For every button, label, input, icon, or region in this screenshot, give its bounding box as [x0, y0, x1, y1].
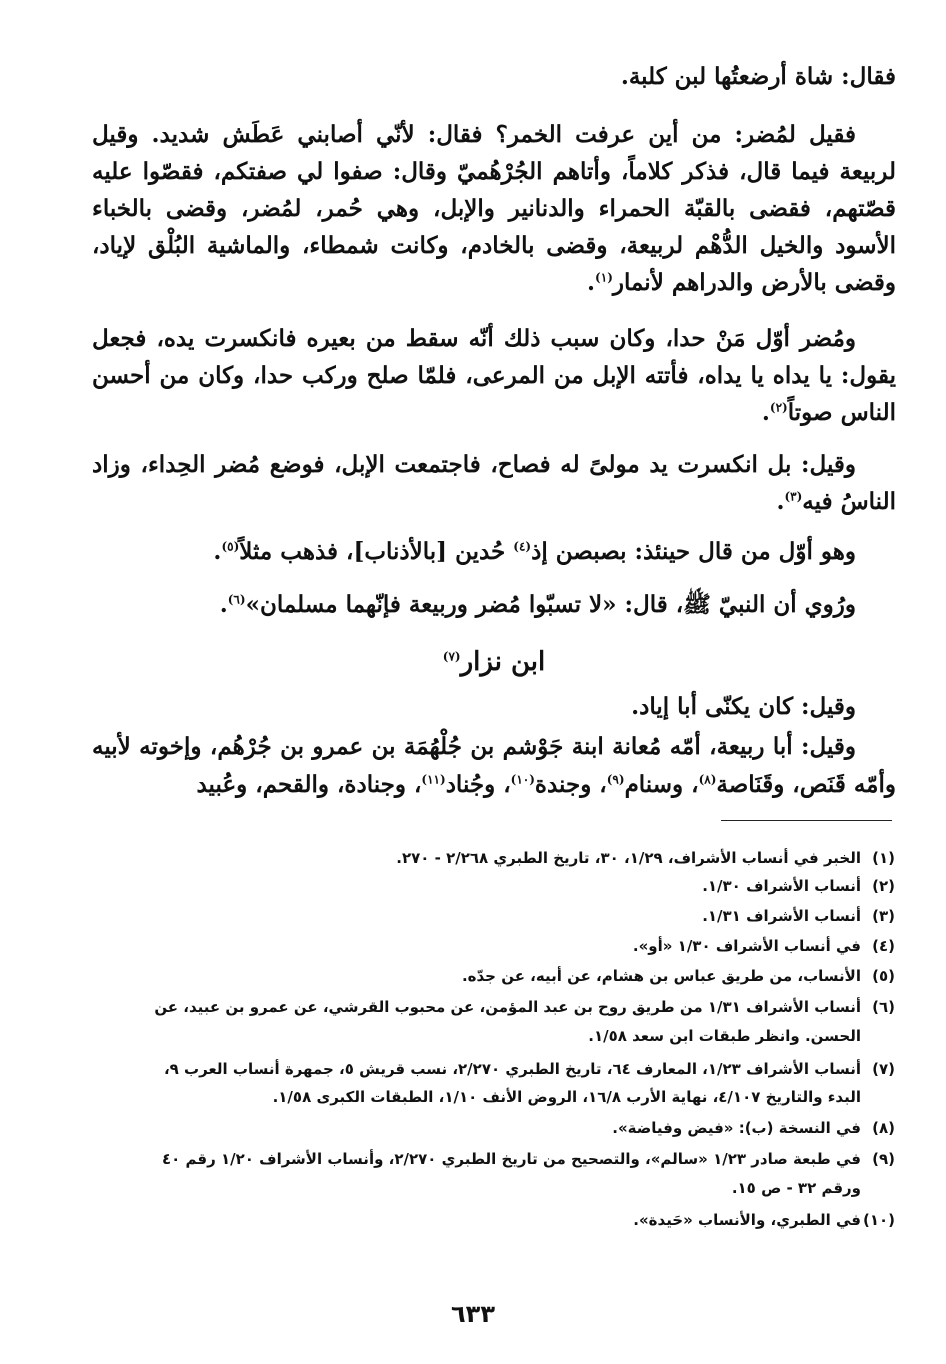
paragraph-text: ، وسنام — [624, 771, 699, 798]
footnote-ref: (٧) — [442, 649, 461, 664]
footnote-number: (٩) — [872, 1150, 895, 1168]
footnote-ref: (٥) — [221, 539, 240, 554]
paragraph-text: فقيل لمُضر: من أين عرفت الخمر؟ فقال: لأنّي أصابني عَطَش شديد. وقيل لربيعة فيما قال، فذكر كلاماً، وأتاهم الجُرْهُميّ وقال: صفوا لي صفتكم، فقصّوا عليه قصّتهم، فقضى بالقبّة الحمراء والدنانير والإبل، وهي حُمر، لمُضر، وقضى بالخباء الأسود والخيل الدُّهْم لربيعة، وقضى بالخادم، وكانت شمطاء، والماشية البُلْق لإياد، وقضى بالأرض والدراهم لأنمار — [92, 121, 896, 296]
footnote-9 — [95, 1145, 895, 1203]
footnote-8 — [95, 1115, 895, 1142]
footnote-number: (٧) — [872, 1060, 895, 1078]
footnote-10 — [95, 1207, 895, 1234]
footnote-text: الأنساب، من طريق عباس بن هشام، عن أبيه، عن جدّه. — [461, 967, 861, 985]
footnote-ref: (١٠) — [510, 772, 535, 787]
footnote-number: (٦) — [872, 998, 895, 1016]
paragraph-text: حُدين [بالأذناب]، فذهب مثلاً — [239, 538, 514, 565]
footnote-2 — [95, 873, 895, 900]
footnote-number: (١٠) — [862, 1211, 895, 1229]
footnote-ref: (٨) — [698, 772, 717, 787]
footnote-4 — [95, 933, 895, 960]
footnote-text: الخبر في أنساب الأشراف، ١/٢٩، ٣٠، تاريخ الطبري ٢/٢٦٨ - ٢٧٠. — [396, 849, 861, 867]
footnote-number: (٤) — [872, 937, 895, 955]
footnote-1 — [95, 845, 895, 872]
footnote-6 — [95, 993, 895, 1051]
paragraph-text: فقال: شاة أرضعتُها لبن كلبة. — [620, 63, 896, 90]
footnote-number: (٥) — [872, 967, 895, 985]
paragraph-text: وقيل: كان يكنّى أبا إياد. — [631, 693, 856, 720]
footnote-ref: (٢) — [769, 400, 788, 415]
footnote-continuation: ورقم ٣٢ - ص ١٥. — [731, 1179, 861, 1197]
footnote-ref: (٤) — [513, 539, 532, 554]
footnote-ref: (١١) — [421, 772, 446, 787]
footnote-divider — [721, 820, 892, 821]
footnote-7 — [95, 1055, 895, 1111]
paragraph-1 — [92, 58, 896, 96]
footnote-text: أنساب الأشراف ١/٣١. — [702, 907, 861, 925]
footnote-3 — [95, 903, 895, 930]
footnote-text: أنساب الأشراف ١/٢٣، المعارف ٦٤، تاريخ الطبري ٢/٢٧٠، نسب قريش ٥، جمهرة أنساب العرب ٩، — [163, 1060, 861, 1078]
footnote-ref: (٣) — [784, 489, 803, 504]
footnote-number: (٣) — [872, 907, 895, 925]
footnote-number: (١) — [872, 849, 895, 867]
paragraph-text: وقيل: بل انكسرت يد مولىً له فصاح، فاجتمعت الإبل، فوضع مُضر الحِداء، وزاد الناسُ فيه — [92, 451, 896, 515]
section-heading-text: ابن نزار — [460, 647, 546, 677]
footnote-number: (٨) — [872, 1119, 895, 1137]
paragraph-text: ورُوي أن النبيّ ﷺ، قال: «لا تسبّوا مُضر وربيعة فإنّهما مسلمان» — [245, 591, 856, 618]
footnote-continuation: الحسن. وانظر طبقات ابن سعد ١/٥٨. — [588, 1027, 861, 1045]
paragraph-7 — [92, 688, 896, 726]
page-number: ٦٣٣ — [451, 1300, 495, 1328]
footnote-text: في النسخة (ب): «فيض وفياضة». — [612, 1119, 861, 1137]
paragraph-text: ، وجُناد — [445, 771, 511, 798]
footnote-number: (٢) — [872, 877, 895, 895]
footnote-5 — [95, 963, 895, 990]
paragraph-3: ومُضر أوّل مَنْ حدا، وكان سبب ذلك أنّه سقط من بعيره فانكسرت يده، فجعل يقول: يا يداه يا يداه، فأتته الإبل من المرعى، فلمّا صلح وركب حدا، وكان من أحسن الناس صوتاً$^{(٢)}$. — [92, 325, 896, 426]
paragraph-text: ، وجندة — [534, 771, 607, 798]
paragraph-text: ، وجنادة، والقحم، وعُبيد — [196, 771, 422, 798]
section-heading — [92, 642, 896, 682]
paragraph-text: وهو أوّل من قال حينئذ: بصبصن إذ — [531, 538, 856, 565]
paragraph-5: وهو أوّل من قال حينئذ: بصبصن إذ$^{(٤)}$ حُدين [بالأذناب]، فذهب مثلاً$^{(٥)}$. — [213, 538, 856, 565]
footnote-text: في طبعة صادر ١/٢٣ «سالم»، والتصحيح من تاريخ الطبري ٢/٢٧٠، وأنساب الأشراف ١/٢٠ رقم ٤٠ — [162, 1150, 861, 1168]
footnote-text: أنساب الأشراف ١/٣٠. — [702, 877, 861, 895]
footnote-ref: (١) — [595, 270, 613, 285]
paragraph-8 — [92, 728, 896, 804]
footnote-text: في الطبري، والأنساب «حَيدة». — [633, 1211, 861, 1229]
paragraph-text: ومُضر أوّل مَنْ حدا، وكان سبب ذلك أنّه سقط من بعيره فانكسرت يده، فجعل يقول: يا يداه يا يداه، فأتته الإبل من المرعى، فلمّا صلح وركب حدا، وكان من أحسن الناس صوتاً — [92, 325, 896, 426]
footnote-continuation: البدء والتاريخ ٤/١٠٧، نهاية الأرب ١٦/٨، الروض الأنف ١/١٠، الطبقات الكبرى ١/٥٨. — [272, 1088, 861, 1106]
paragraph-6: ورُوي أن النبيّ ﷺ، قال: «لا تسبّوا مُضر وربيعة فإنّهما مسلمان»$^{(٦)}$. — [219, 591, 856, 618]
paragraph-text: وقيل: أبا ربيعة، أمّه مُعانة ابنة جَوْشم بن جُلْهُمَة بن عمرو بن جُرْهُم، وإخوته لأبيه وأمّه قَنَص، وقَنَاصة — [92, 733, 896, 798]
footnote-ref: (٦) — [227, 592, 246, 607]
paragraph-4: وقيل: بل انكسرت يد مولىً له فصاح، فاجتمعت الإبل، فوضع مُضر الحِداء، وزاد الناسُ فيه$^{(٣)}$. — [92, 451, 896, 515]
footnote-text: في أنساب الأشراف ١/٣٠ «أو». — [632, 937, 861, 955]
footnote-ref: (٩) — [606, 772, 625, 787]
paragraph-2: فقيل لمُضر: من أين عرفت الخمر؟ فقال: لأنّي أصابني عَطَش شديد. وقيل لربيعة فيما قال، فذكر كلاماً، وأتاهم الجُرْهُميّ وقال: صفوا لي صفتكم، فقصّوا عليه قصّتهم، فقضى بالقبّة الحمراء والدنانير والإبل، وهي حُمر، لمُضر، وقضى بالخباء الأسود والخيل الدُّهْم لربيعة، وقضى بالخادم، وكانت شمطاء، والماشية البُلْق لإياد، وقضى بالأرض والدراهم لأنمار$^{(١)}$. — [92, 121, 896, 296]
footnote-text: أنساب الأشراف ١/٣١ من طريق روح بن عبد المؤمن، عن محبوب القرشي، عن عمرو بن عبيد، عن — [154, 998, 861, 1016]
